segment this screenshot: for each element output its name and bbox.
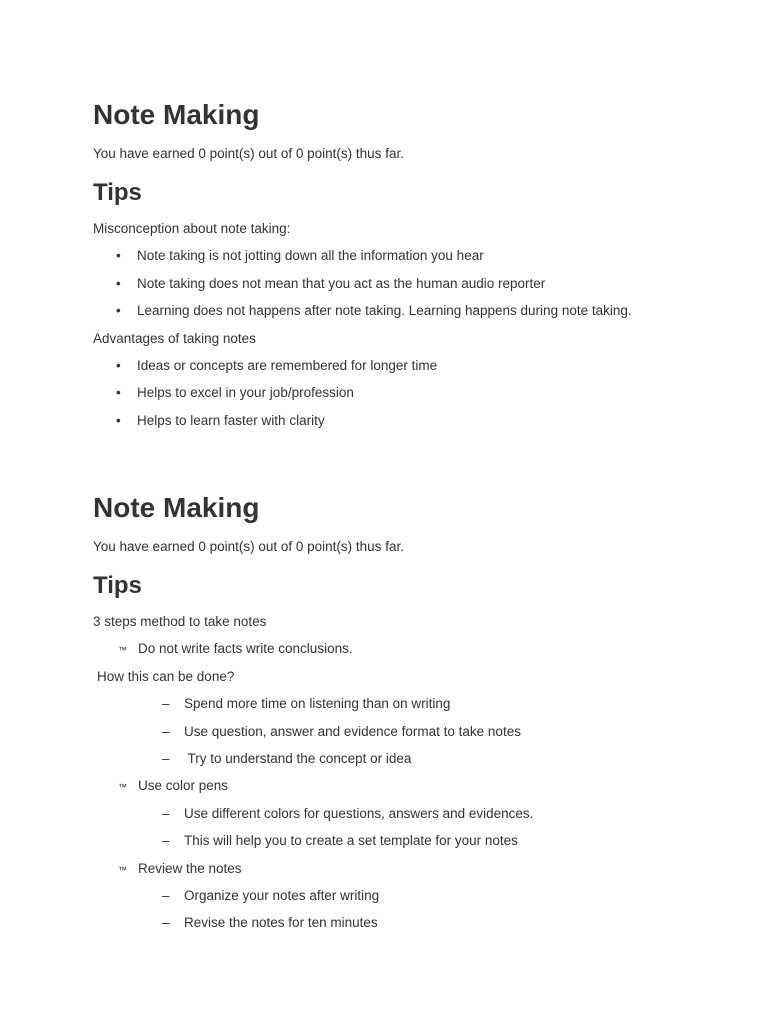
step-text: Do not write facts write conclusions. <box>138 641 353 657</box>
misconception-header: Misconception about note taking: <box>93 221 291 236</box>
note-section-2 <box>93 492 733 942</box>
list-item <box>93 247 733 274</box>
sub-item <box>93 887 733 914</box>
step-item <box>93 640 733 667</box>
how-done-row <box>93 668 733 695</box>
step-text: Review the notes <box>138 860 242 876</box>
dash-icon: – <box>162 750 170 766</box>
score-text: You have earned 0 point(s) out of 0 point(s) thus far. <box>93 146 404 161</box>
step-text: Use color pens <box>138 778 229 794</box>
advantages-header: Advantages of taking notes <box>93 330 256 346</box>
how-done-text: How this can be done? <box>97 668 235 684</box>
sub-item <box>93 750 733 777</box>
page-title: Note Making <box>93 492 260 523</box>
bullet-icon: • <box>116 248 121 264</box>
tips-heading: Tips <box>93 572 142 599</box>
note-section-1 <box>93 99 733 439</box>
dash-icon: – <box>162 915 170 931</box>
sub-item <box>93 805 733 832</box>
list-item <box>93 357 733 384</box>
tips-heading: Tips <box>93 179 142 206</box>
score-text: You have earned 0 point(s) out of 0 point(s) thus far. <box>93 539 404 554</box>
sub-item-text: Spend more time on listening than on writing <box>184 696 451 712</box>
dash-icon: – <box>162 887 170 903</box>
step-item <box>93 777 733 804</box>
list-item-text: Ideas or concepts are remembered for longer time <box>137 357 438 373</box>
sub-item <box>93 914 733 941</box>
list-item-text: Note taking is not jotting down all the information you hear <box>137 248 484 264</box>
sub-item-text: Organize your notes after writing <box>184 887 380 903</box>
list-item <box>93 275 733 302</box>
list-item-text: Note taking does not mean that you act as the human audio reporter <box>137 275 546 291</box>
list-item-text: Learning does not happens after note taking. Learning happens during note taking. <box>137 303 632 319</box>
sub-item <box>93 723 733 750</box>
dash-icon: – <box>162 805 170 821</box>
page-title: Note Making <box>93 99 260 130</box>
dash-icon: – <box>162 696 170 712</box>
bullet-icon: • <box>116 412 121 428</box>
square-bullet-icon: ™ <box>118 782 127 793</box>
sub-item <box>93 695 733 722</box>
square-bullet-icon: ™ <box>118 645 127 656</box>
bullet-icon: • <box>116 303 121 319</box>
list-item <box>93 412 733 439</box>
dash-icon: – <box>162 723 170 739</box>
list-item-text: Helps to excel in your job/profession <box>137 385 354 401</box>
sub-item-text: Try to understand the concept or idea <box>184 750 412 766</box>
bullet-icon: • <box>116 357 121 373</box>
sub-item <box>93 832 733 859</box>
sub-item-text: This will help you to create a set template for your notes <box>184 833 518 849</box>
step-item <box>93 860 733 887</box>
list-item <box>93 384 733 411</box>
bullet-icon: • <box>116 385 121 401</box>
dash-icon: – <box>162 833 170 849</box>
steps-header: 3 steps method to take notes <box>93 614 267 629</box>
list-item-text: Helps to learn faster with clarity <box>137 412 325 428</box>
sub-item-text: Use different colors for questions, answers and evidences. <box>184 805 534 821</box>
bullet-icon: • <box>116 275 121 291</box>
list-item <box>93 302 733 329</box>
sub-item-text: Use question, answer and evidence format to take notes <box>184 723 521 739</box>
sub-item-text: Revise the notes for ten minutes <box>184 915 378 931</box>
square-bullet-icon: ™ <box>118 864 127 875</box>
